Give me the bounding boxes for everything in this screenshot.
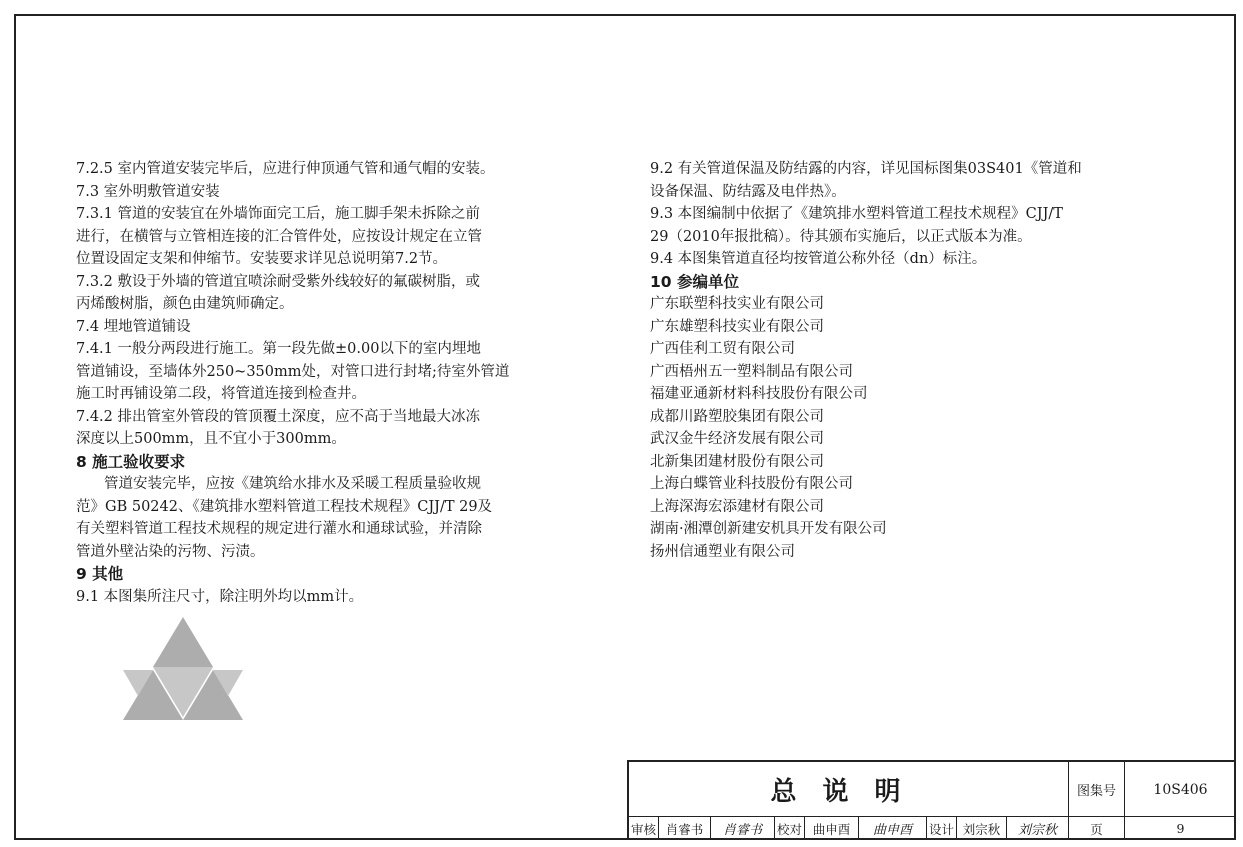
section-heading-8: 8 施工验收要求 xyxy=(76,452,186,471)
text-line: 管道安装完毕，应按《建筑给水排水及采暖工程质量验收规 xyxy=(104,476,481,492)
signature-row xyxy=(629,817,1236,840)
section-heading-7-4: 7.4 埋地管道铺设 xyxy=(76,318,191,335)
check-label: 校对 xyxy=(775,817,805,840)
page-label: 页 xyxy=(1069,817,1125,840)
section-heading-9: 9 其他 xyxy=(76,565,124,583)
text-line: 7.2.5 室内管道安装完毕后，应进行伸顶通气管和通气帽的安装。 xyxy=(76,161,495,177)
text-line: 9.2 有关管道保温及防结露的内容，详见国标图集03S401《管道和 xyxy=(650,161,1082,177)
review-label: 审核 xyxy=(629,817,659,840)
triangle-logo-icon xyxy=(118,612,248,742)
text-line: 管道外壁沾染的污物、污渍。 xyxy=(76,543,265,560)
company-name: 北新集团建材股份有限公司 xyxy=(650,453,824,470)
text-line: 7.3.2 敷设于外墙的管道宜喷涂耐受紫外线较好的氟碳树脂，或 xyxy=(76,273,481,290)
designer-signature: 刘宗秋 xyxy=(1007,817,1069,840)
checker-name: 曲申酉 xyxy=(805,817,859,840)
text-line: 设备保温、防结露及电伴热》。 xyxy=(650,183,846,200)
company-name: 湖南·湘潭创新建安机具开发有限公司 xyxy=(650,521,887,537)
section-heading-10: 10 参编单位 xyxy=(650,272,739,291)
drawing-title: 总说明 xyxy=(629,762,1069,817)
page-number: 9 xyxy=(1176,821,1185,836)
right-text-column xyxy=(650,158,1190,563)
company-name: 武汉金牛经济发展有限公司 xyxy=(650,431,824,447)
atlas-number-label: 图集号 xyxy=(1069,762,1125,817)
text-line: 7.4.1 一般分两段进行施工。第一段先做±0.00以下的室内埋地 xyxy=(76,341,481,357)
text-line: 施工时再铺设第二段，将管道连接到检查井。 xyxy=(76,386,366,402)
text-line: 管道铺设，至墙体外250~350mm处，对管口进行封堵;待室外管道 xyxy=(76,363,510,380)
text-line: 9.3 本图编制中依据了《建筑排水塑料管道工程技术规程》CJJ/T xyxy=(650,206,1063,222)
company-name: 广东联塑科技实业有限公司 xyxy=(650,296,824,312)
company-name: 广东雄塑科技实业有限公司 xyxy=(650,318,824,335)
company-name: 广西佳利工贸有限公司 xyxy=(650,341,795,357)
left-text-column xyxy=(76,158,616,608)
text-line: 有关塑料管道工程技术规程的规定进行灌水和通球试验，并清除 xyxy=(76,521,482,537)
company-name: 福建亚通新材料科技股份有限公司 xyxy=(650,386,868,402)
text-line: 7.4.2 排出管室外管段的管顶覆土深度，应不高于当地最大冰冻 xyxy=(76,408,481,425)
company-name: 成都川路塑胶集团有限公司 xyxy=(650,408,824,425)
reviewer-signature: 肖睿书 xyxy=(711,817,775,840)
text-line: 范》GB 50242、《建筑排水塑料管道工程技术规程》CJJ/T 29及 xyxy=(76,498,493,515)
atlas-number: 10S406 xyxy=(1153,781,1208,798)
text-line: 位置设固定支架和伸缩节。安装要求详见总说明第7.2节。 xyxy=(76,251,448,267)
text-line: 9.1 本图集所注尺寸，除注明外均以mm计。 xyxy=(76,588,364,605)
text-line: 9.4 本图集管道直径均按管道公称外径（dn）标注。 xyxy=(650,251,987,267)
text-line: 深度以上500mm，且不宜小于300mm。 xyxy=(76,431,346,447)
text-line: 进行，在横管与立管相连接的汇合管件处，应按设计规定在立管 xyxy=(76,228,482,245)
company-name: 上海深海宏添建材有限公司 xyxy=(650,498,824,515)
company-name: 广西梧州五一塑料制品有限公司 xyxy=(650,363,853,380)
text-line: 7.3.1 管道的安装宜在外墙饰面完工后，施工脚手架未拆除之前 xyxy=(76,206,481,222)
company-name: 扬州信通塑业有限公司 xyxy=(650,543,795,560)
title-row xyxy=(629,762,1236,817)
checker-signature: 曲申酉 xyxy=(859,817,927,840)
text-line: 丙烯酸树脂，颜色由建筑师确定。 xyxy=(76,296,294,312)
company-name: 上海白蝶管业科技股份有限公司 xyxy=(650,476,853,492)
designer-name: 刘宗秋 xyxy=(957,817,1007,840)
reviewer-name: 肖睿书 xyxy=(659,817,711,840)
text-line: 29（2010年报批稿）。待其颁布实施后，以正式版本为准。 xyxy=(650,228,1032,245)
section-heading-7-3: 7.3 室外明敷管道安装 xyxy=(76,183,220,200)
title-block xyxy=(627,760,1236,840)
design-label: 设计 xyxy=(927,817,957,840)
